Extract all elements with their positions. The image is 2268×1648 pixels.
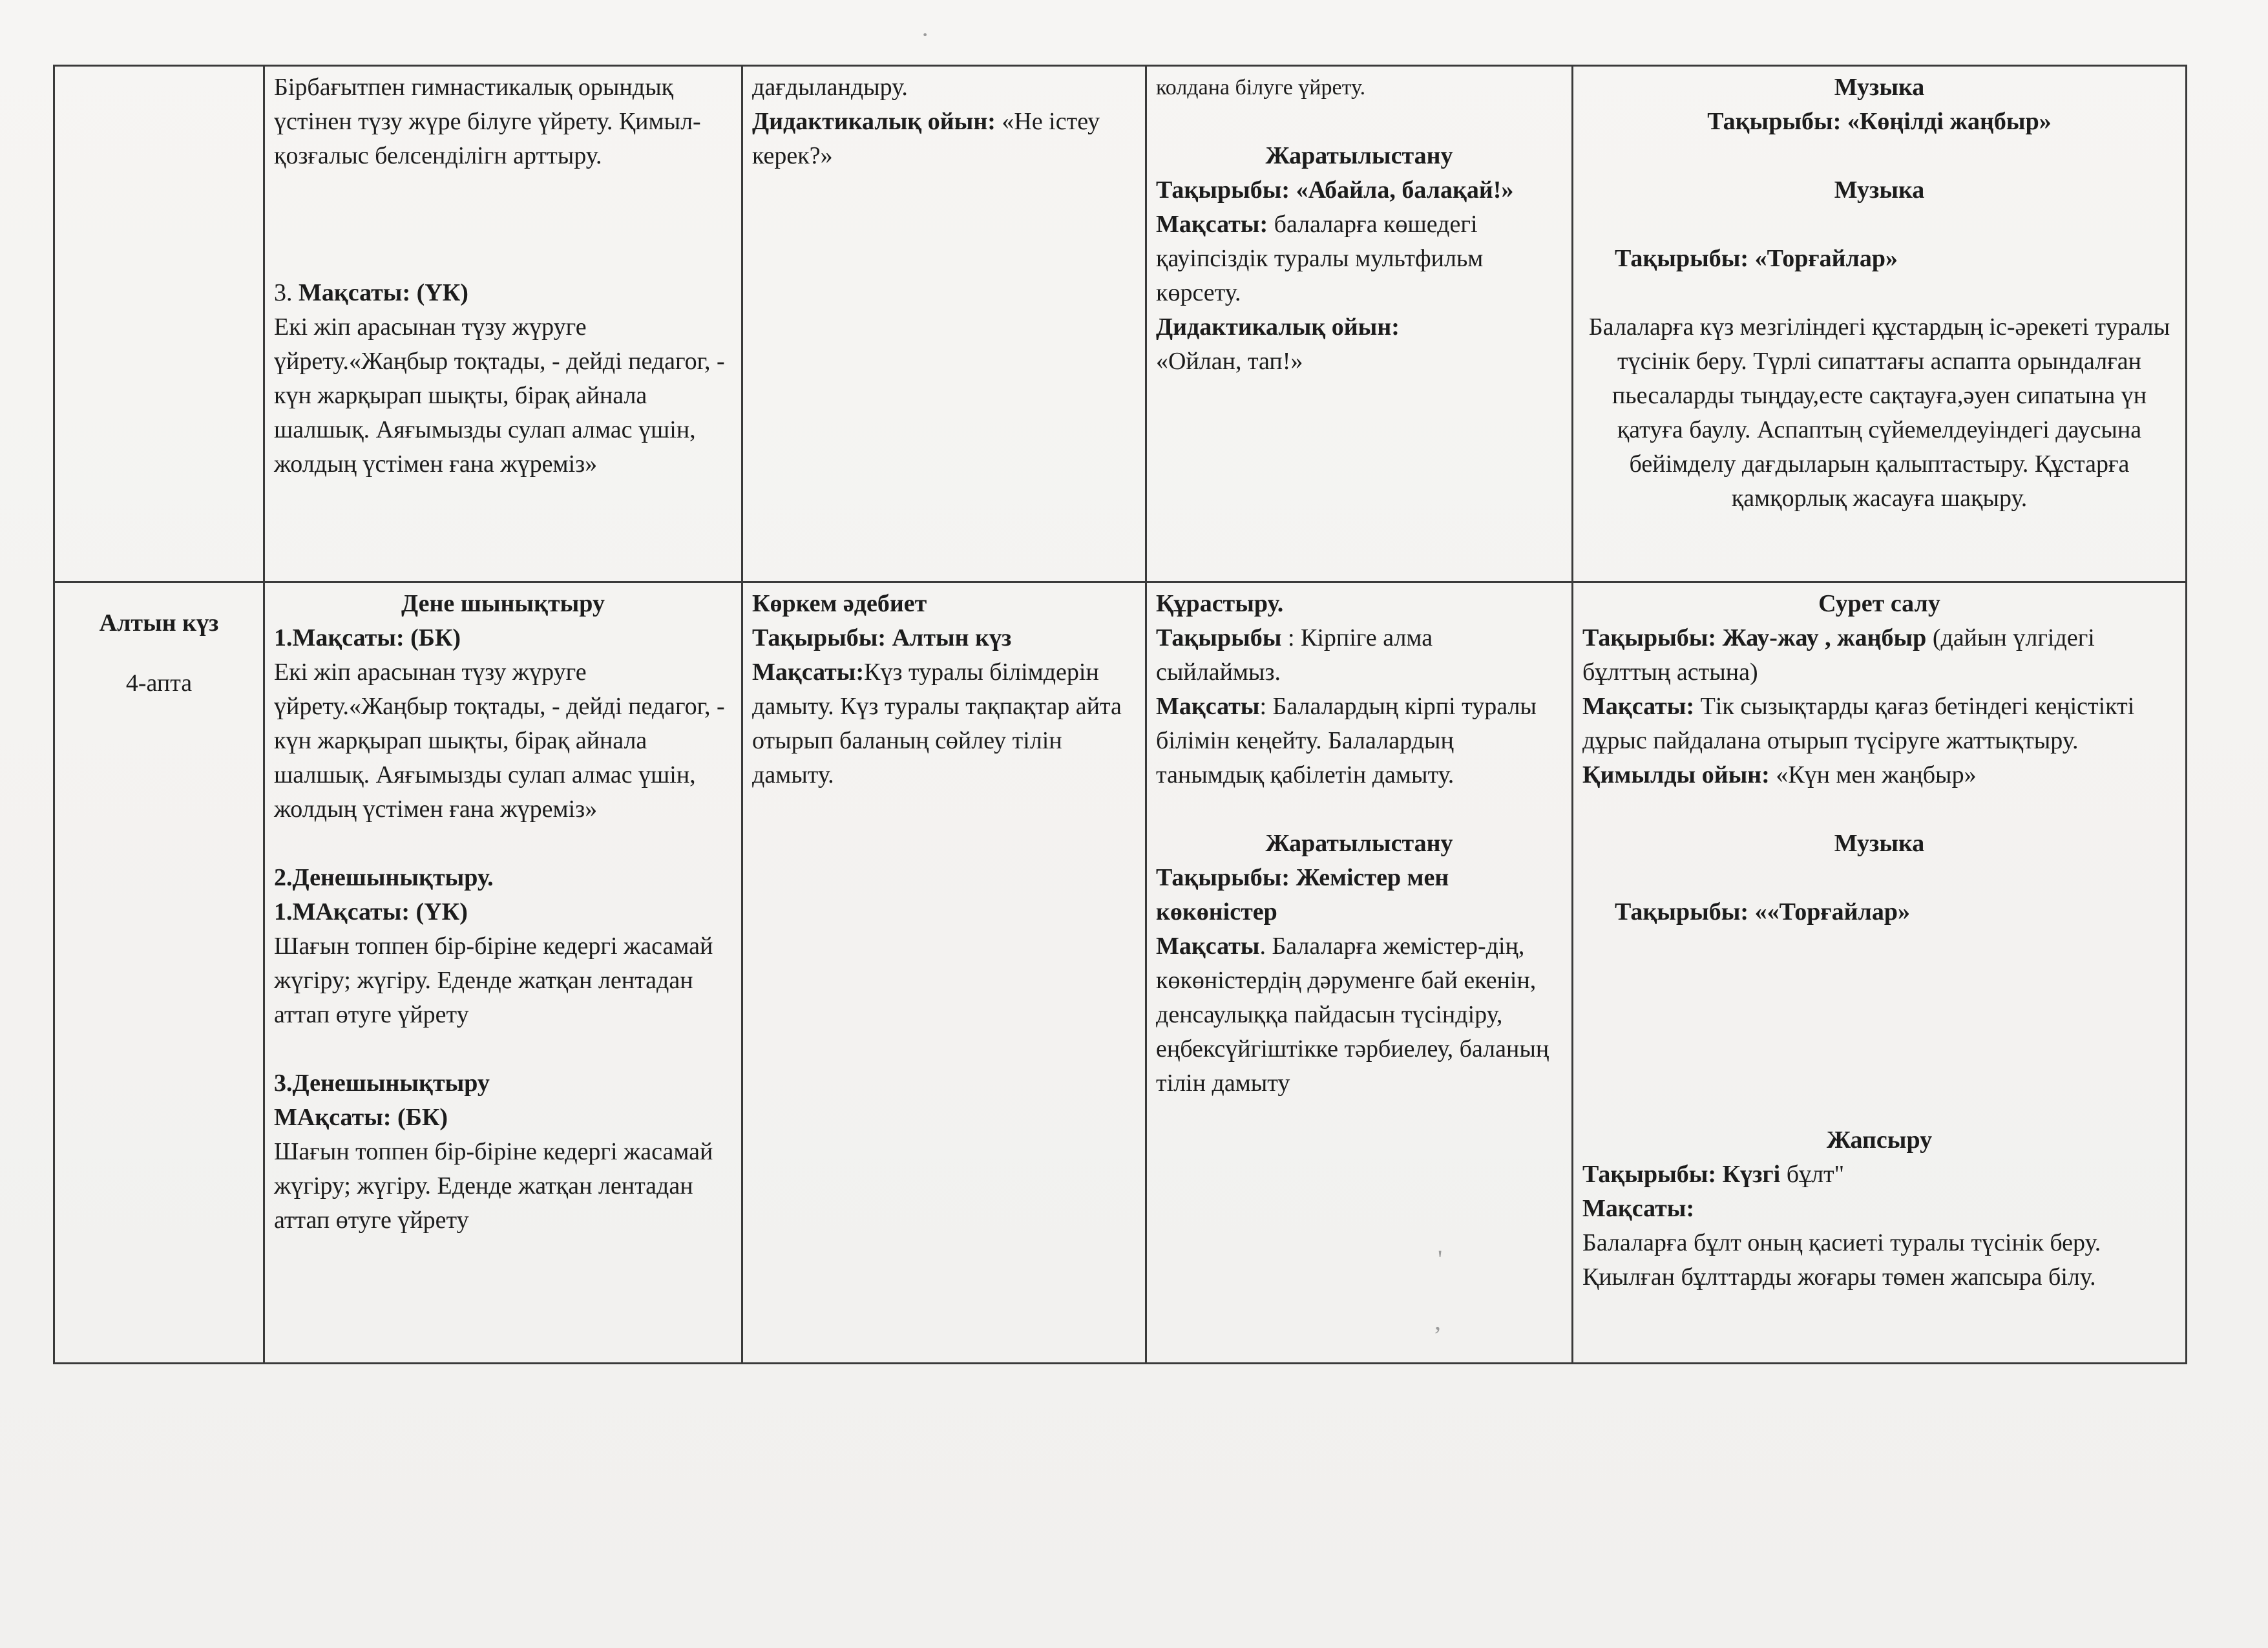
physical-education-cell — [264, 66, 742, 582]
cell-text: Балаларға күз мезгіліндегі құстардың іс-әрекеті туралы түсінік беру. Түрлі сипаттағы аспапта орындалған пьесаларды тыңдау,есте сақтауға,әуен сипатына үн қатуға баулу. Аспаптың сүйемелдеуіндегі даусына бейімделу дағдыларын қалыптастыру. Құстарға қамқорлық жасауға шақыру. — [1588, 313, 2170, 512]
subject-title: Көркем әдебиет — [752, 590, 927, 617]
section-title: 3.Денешынықтыру — [274, 1070, 490, 1097]
goal-label: 1.Мақсаты: (БК) — [274, 624, 461, 651]
topic-title: Тақырыбы: Жау-жау , жаңбыр — [1582, 624, 1927, 651]
goal-label: Мақсаты: — [1156, 211, 1268, 238]
subject-title: Сурет салу — [1818, 590, 1940, 617]
goal-label: Мақсаты: (ҮК) — [299, 279, 468, 306]
week-label: 4-апта — [125, 670, 193, 697]
topic-text: : Кірпіге алма сыйлаймыз. — [1156, 624, 1433, 686]
goal-label: Мақсаты — [1156, 693, 1260, 720]
physical-education-cell — [264, 582, 742, 1364]
subject-title: Музыка — [1834, 176, 1925, 204]
cell-text: Бірбағытпен гимнастикалық орындық үстінен түзу жүре білуге үйрету. Қимыл-қозғалыс белсенділігн арттыру. — [274, 74, 701, 169]
subject-title: Дене шынықтыру — [401, 590, 605, 617]
topic-title: Тақырыбы: «Торғайлар» — [1615, 245, 1898, 272]
goal-text: . Балаларға жемістер-дің, көкөністердің дәруменге бай екенін, денсаулыққа пайдасын түсіндіру, еңбексүйгіштікке тәрбиелеу, баланың тілін дамыту — [1156, 933, 1549, 1097]
week-cell — [54, 66, 264, 582]
topic-title: Тақырыбы: «Көңілді жаңбыр» — [1707, 108, 2052, 135]
goal-text: : Балалардың кірпі туралы білімін кеңейту. Балалардың танымдық қабілетін дамыту. — [1156, 693, 1537, 788]
construction-science-cell — [1146, 582, 1573, 1364]
section-title: 2.Денешынықтыру. — [274, 864, 494, 891]
game-name: «Күн мен жаңбыр» — [1769, 761, 1977, 788]
game-label: Қимылды ойын: — [1582, 761, 1770, 788]
goal-text: Балаларға бұлт оның қасиеті туралы түсінік беру. Қиылған бұлттарды жоғары төмен жапсыра білу. — [1582, 1229, 2101, 1291]
game-name: «Ойлан, тап!» — [1156, 348, 1303, 375]
topic-title: Тақырыбы: Алтын күз — [752, 624, 1012, 651]
topic-title: Тақырыбы: «Абайла, балақай!» — [1156, 176, 1514, 204]
subject-title: Жаратылыстану — [1265, 142, 1453, 169]
subject-title: Музыка — [1834, 74, 1925, 101]
lesson-plan-table — [53, 65, 2187, 1364]
item-number: 3. — [274, 279, 293, 306]
goal-text: Күз туралы білімдерін дамыту. Күз туралы тақпақтар айта отырып баланың сөйлеу тілін дамыту. — [752, 659, 1122, 788]
goal-label: Мақсаты: — [752, 659, 865, 686]
cell-text: дағдыландыру. — [752, 74, 908, 101]
cell-text: Екі жіп арасынан түзу жүруге үйрету.«Жаңбыр тоқтады, - дейді педагог, - күн жарқырап шықты, бірақ айнала шалшық. Аяғымызды сулап алмас үшін, жолдың үстімен ғана жүреміз» — [274, 313, 725, 478]
language-cell — [742, 66, 1146, 582]
science-cell — [1146, 66, 1573, 582]
topic-text: бұлт" — [1780, 1161, 1845, 1188]
subject-title: Жаратылыстану — [1265, 830, 1453, 857]
music-cell — [1573, 66, 2187, 582]
cell-text: колдана білуге үйрету. — [1156, 76, 1366, 100]
goal-label: Мақсаты — [1156, 933, 1260, 960]
cell-text: Шағын топпен бір-біріне кедергі жасамай жүгіру; жүгіру. Еденде жатқан лентадан аттап өтуге үйрету — [274, 933, 713, 1028]
subject-title: Құрастыру. — [1156, 590, 1284, 617]
goal-label: Мақсаты: — [1582, 1195, 1695, 1222]
goal-label: МАқсаты: (БК) — [274, 1104, 448, 1131]
goal-text: Тік сызықтарды қағаз бетіндегі кеңістікті дұрыс пайдалана отырып түсіруге жаттықтыру. — [1582, 693, 2135, 754]
theme-title: Алтын күз — [99, 609, 219, 637]
subject-title: Жапсыру — [1826, 1126, 1933, 1154]
subject-title: Музыка — [1834, 830, 1925, 857]
goal-text: балаларға көшедегі қауіпсіздік туралы мультфильм көрсету. — [1156, 211, 1484, 306]
table-row — [54, 582, 2187, 1364]
art-music-cell — [1573, 582, 2187, 1364]
game-name: «Не істеу керек?» — [752, 108, 1100, 169]
cell-text: Шағын топпен бір-біріне кедергі жасамай жүгіру; жүгіру. Еденде жатқан лентадан аттап өтуге үйрету — [274, 1138, 713, 1234]
topic-title: Тақырыбы: ««Торғайлар» — [1615, 898, 1910, 925]
literature-cell — [742, 582, 1146, 1364]
goal-label: Мақсаты: — [1582, 693, 1695, 720]
scan-speck: ' — [1438, 1245, 1443, 1274]
scan-speck: , — [1434, 1306, 1441, 1335]
topic-note: (дайын үлгідегі бұлттың астына) — [1582, 624, 2095, 686]
topic-title: Тақырыбы: Күзгі — [1582, 1161, 1781, 1188]
game-label: Дидактикалық ойын: — [1156, 313, 1400, 341]
topic-label: Тақырыбы — [1156, 624, 1282, 651]
week-cell — [54, 582, 264, 1364]
game-label: Дидактикалық ойын: — [752, 108, 996, 135]
cell-text: Екі жіп арасынан түзу жүруге үйрету.«Жаңбыр тоқтады, - дейді педагог, - күн жарқырап шықты, бірақ айнала шалшық. Аяғымызды сулап алмас үшін, жолдың үстімен ғана жүреміз» — [274, 659, 725, 823]
scan-speck: · — [921, 20, 930, 49]
goal-label: 1.МАқсаты: (ҮК) — [274, 898, 468, 925]
table-row — [54, 66, 2187, 582]
topic-title: Тақырыбы: Жемістер мен көкөністер — [1156, 864, 1449, 925]
